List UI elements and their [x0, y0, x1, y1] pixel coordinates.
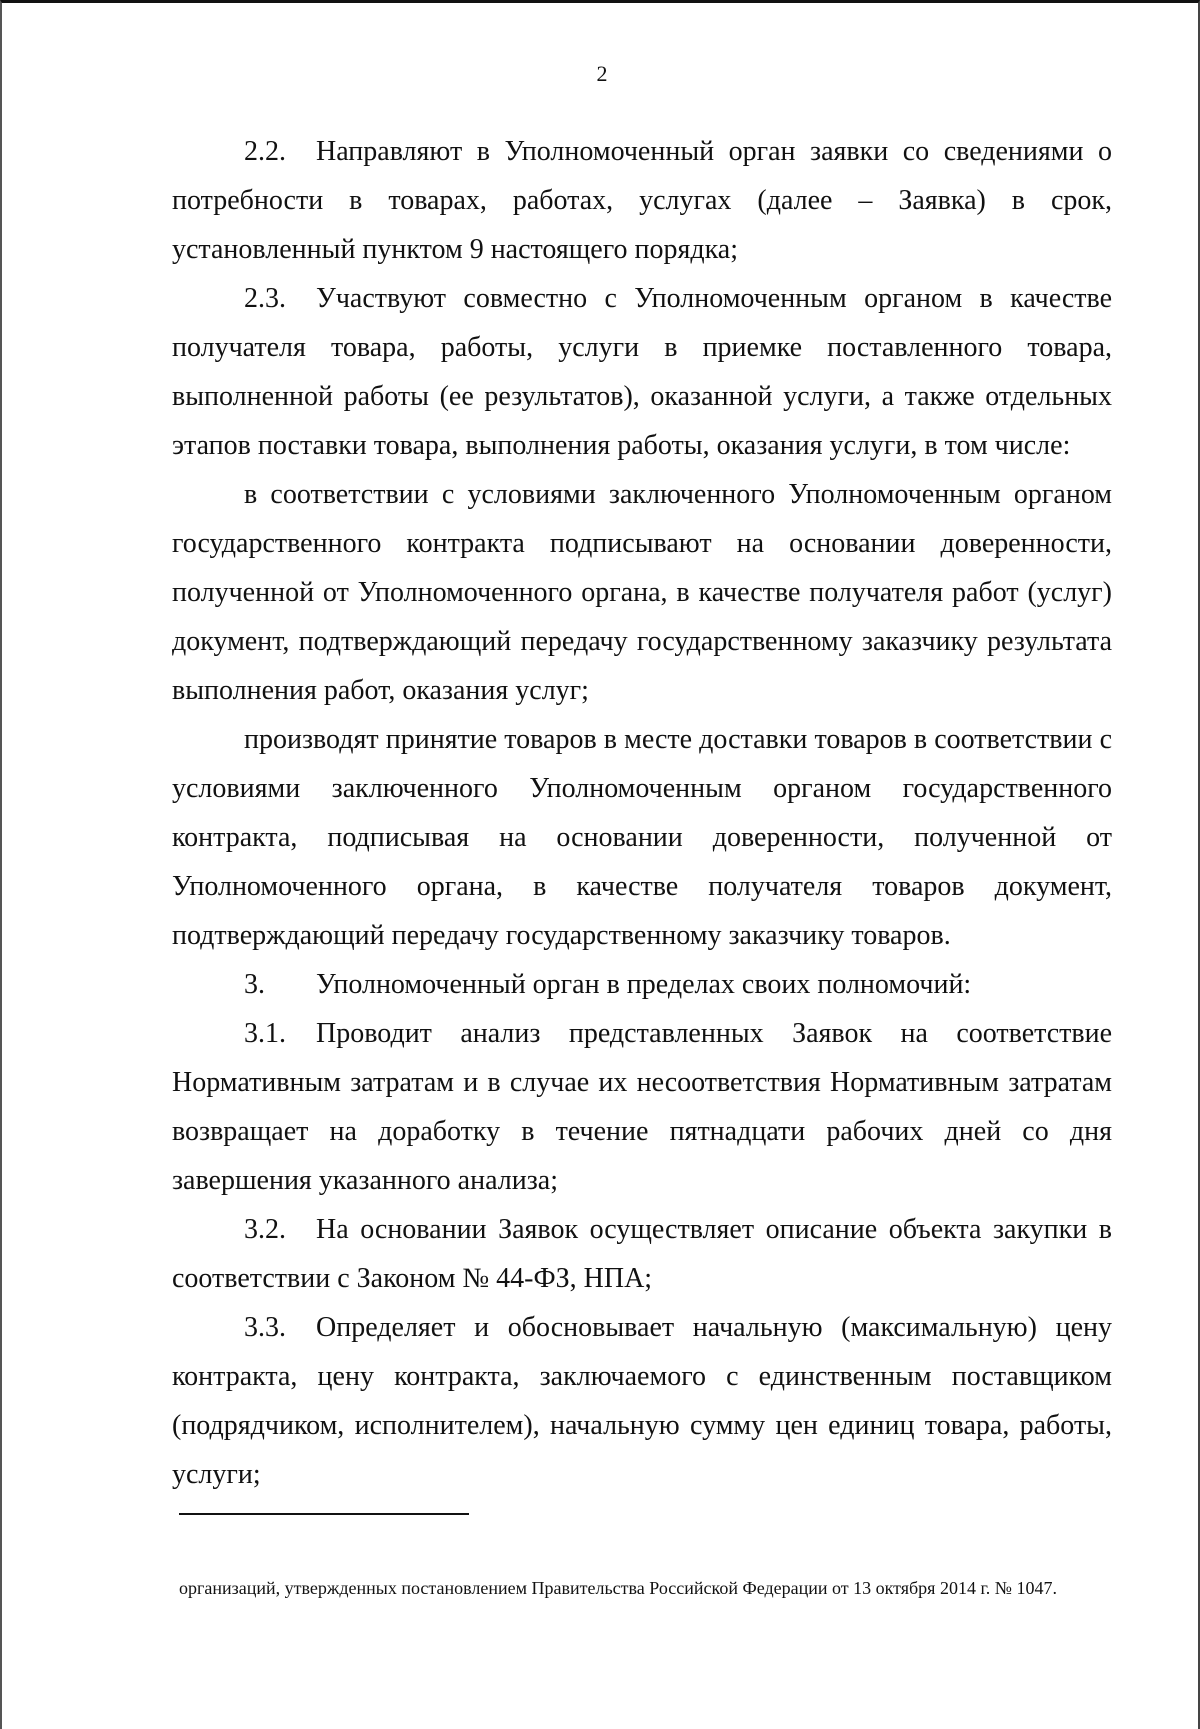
- paragraph-text: Проводит анализ представленных Заявок на соответствие Нормативным затратам и в случае их несоответствия Нормативным затратам возвращает на доработку в течение пятнадцати рабочих дней со дня завершения указанного анализа;: [172, 1018, 1112, 1196]
- paragraph-3-1: [172, 1009, 1112, 1205]
- footnote-text: организаций, утвержденных постановлением Правительства Российской Федерации от 13 октября 2014 г. № 1047.: [179, 1578, 1057, 1598]
- paragraph-text: производят принятие товаров в месте доставки товаров в соответствии с условиями заключенного Уполномоченным органом государственного контракта, подписывая на основании доверенности, полученной от Уполномоченного органа, в качестве получателя товаров документ, подтверждающий передачу государственному заказчику товаров.: [172, 724, 1112, 951]
- paragraph-subitem-goods: [172, 715, 1112, 960]
- paragraph-3-3: [172, 1303, 1112, 1499]
- paragraph-text: в соответствии с условиями заключенного Уполномоченным органом государственного контракта подписывают на основании доверенности, полученной от Уполномоченного органа, в качестве получателя работ (услуг) документ, подтверждающий передачу государственному заказчику результата выполнения работ, оказания услуг;: [172, 479, 1112, 706]
- paragraph-number: 2.3.: [244, 283, 286, 314]
- paragraph-text: Направляют в Уполномоченный орган заявки со сведениями о потребности в товарах, работах, услугах (далее – Заявка) в срок, установленный пунктом 9 настоящего порядка;: [172, 136, 1112, 265]
- paragraph-text: На основании Заявок осуществляет описание объекта закупки в соответствии с Законом № 44-ФЗ, НПА;: [172, 1214, 1112, 1294]
- paragraph-text: Участвуют совместно с Уполномоченным органом в качестве получателя товара, работы, услуги в приемке поставленного товара, выполненной работы (ее результатов), оказанной услуги, а также отдельных этапов поставки товара, выполнения работы, оказания услуги, в том числе:: [172, 283, 1112, 461]
- document-body: [172, 127, 1112, 1499]
- paragraph-number: 3.: [244, 969, 265, 1000]
- paragraph-2-2: [172, 127, 1112, 274]
- paragraph-subitem-works: [172, 470, 1112, 715]
- paragraph-number: 3.3.: [244, 1312, 286, 1343]
- paragraph-text: Определяет и обосновывает начальную (максимальную) цену контракта, цену контракта, заключаемого с единственным поставщиком (подрядчиком, исполнителем), начальную сумму цен единиц товара, работы, услуги;: [172, 1312, 1112, 1490]
- page-number: 2: [596, 61, 608, 86]
- paragraph-3: [172, 960, 1112, 1009]
- paragraph-3-2: [172, 1205, 1112, 1303]
- paragraph-2-3: [172, 274, 1112, 470]
- paragraph-number: 3.1.: [244, 1018, 286, 1049]
- paragraph-text: Уполномоченный орган в пределах своих полномочий:: [316, 969, 972, 1000]
- footnote-divider: [179, 1513, 469, 1515]
- paragraph-number: 2.2.: [244, 136, 286, 167]
- paragraph-number: 3.2.: [244, 1214, 286, 1245]
